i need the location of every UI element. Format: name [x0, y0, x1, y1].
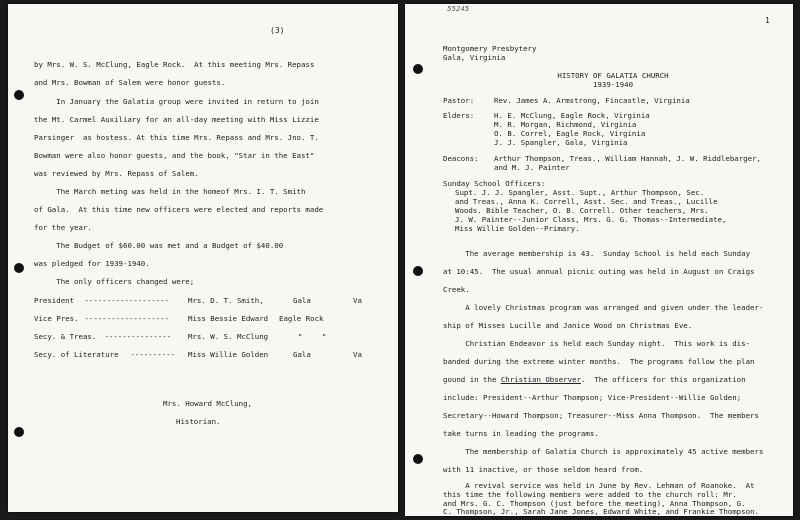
signature-name: Mrs. Howard McClung, — [163, 399, 252, 408]
body-line: Creek. — [443, 285, 470, 294]
officer-title: Secy. of Literature — [34, 350, 119, 359]
page-number: 1 — [765, 16, 770, 25]
punch-hole — [14, 263, 24, 273]
punch-hole — [14, 427, 24, 437]
body-line: C. Thompson, Jr., Sarah Jane Jones, Edward White, and Frankie Thompson. — [443, 507, 759, 516]
body-line: and Mrs. G. C. Thompson (just before the meeting), Anna Thompson, G. — [443, 499, 746, 508]
text-line: Bowman were also honor guests, and the book, "Star in the East" — [34, 151, 315, 160]
body-line: The average membership is 43. Sunday School is held each Sunday — [443, 249, 751, 258]
text-line: The March meting was held in the homeof Mrs. I. T. Smith — [34, 187, 306, 196]
officer-place: Gala — [293, 350, 311, 359]
text-line: the Mt. Carmel Auxiliary for an all-day meeting with Miss Lizzie — [34, 115, 319, 124]
body-line: with 11 inactive, or those seldom heard from. — [443, 465, 644, 474]
officer-place: Gala — [293, 296, 311, 305]
left-page — [8, 4, 398, 512]
document-title: HISTORY OF GALATIA CHURCH — [557, 71, 669, 80]
elders-label: Elders: — [443, 111, 475, 120]
body-line: include: President--Arthur Thompson; Vice-President--Willie Golden; — [443, 393, 742, 402]
officer-dashes: ------------------- — [80, 314, 169, 323]
ss-officers-label: Sunday School Officers: — [443, 179, 546, 188]
header-line: Montgomery Presbytery — [443, 44, 537, 53]
elder-item: H. E. McClung, Eagle Rock, Virginia — [494, 111, 650, 120]
deacons-label: Deacons: — [443, 154, 479, 163]
officer-title: President — [34, 296, 75, 305]
officer-state: Va — [353, 350, 362, 359]
body-line: at 10:45. The usual annual picnic outing was held in August on Craigs — [443, 267, 755, 276]
officer-name: Miss Willie Golden — [188, 350, 269, 359]
body-line: A revival service was held in June by Rev. Lehman of Roanoke. At — [443, 481, 755, 490]
officer-name: Miss Bessie Edward — [188, 314, 269, 323]
page-number: (3) — [270, 26, 285, 35]
elder-item: O. B. Correl, Eagle Rock, Virginia — [494, 129, 646, 138]
body-line: this time the following members were added to the church roll: Mr. — [443, 490, 737, 499]
officer-title: Secy. & Treas. — [34, 332, 97, 341]
pastor-label: Pastor: — [443, 96, 475, 105]
punch-hole — [14, 90, 24, 100]
officer-dashes: ---------- — [126, 350, 175, 359]
text-line: was reviewed by Mrs. Repass of Salem. — [34, 169, 199, 178]
signature-title: Historian. — [176, 417, 221, 426]
body-line: Secretary--Howard Thompson; Treasurer--Miss Anna Thompson. The members — [443, 411, 759, 420]
body-line: banded during the extreme winter months. The programs follow the plan — [443, 357, 755, 366]
body-line: Christian Endeavor is held each Sunday night. This work is dis- — [443, 339, 751, 348]
body-line — [443, 375, 746, 384]
right-page — [405, 4, 793, 516]
punch-hole — [413, 266, 423, 276]
officer-dashes: ------------------- — [80, 296, 169, 305]
pastor-value: Rev. James A. Armstrong, Fincastle, Virginia — [494, 96, 690, 105]
body-line: A lovely Christmas program was arranged and given under the leader- — [443, 303, 764, 312]
punch-hole — [413, 454, 423, 464]
officer-title: Vice Pres. — [34, 314, 79, 323]
ss-officers-line: Miss Willie Golden--Primary. — [455, 224, 580, 233]
text-line: for the year. — [34, 223, 92, 232]
text-line: was pledged for 1939-1940. — [34, 259, 150, 268]
officer-place: " — [298, 332, 303, 341]
text-line: The Budget of $60.00 was met and a Budget of $40.00 — [34, 241, 284, 250]
body-line: ship of Misses Lucille and Janice Wood on Christmas Eve. — [443, 321, 693, 330]
deacons-line: Arthur Thompson, Treas., William Hannah, J. W. Riddlebarger, — [494, 154, 761, 163]
ss-officers-line: and Treas., Anna K. Correll, Asst. Sec. and Treas., Lucille — [455, 197, 718, 206]
officer-dashes: --------------- — [100, 332, 172, 341]
deacons-line: and M. J. Painter — [494, 163, 570, 172]
officer-name: Mrs. W. S. McClung — [188, 332, 269, 341]
text-line: and Mrs. Bowman of Salem were honor guests. — [34, 78, 226, 87]
body-text: . The officers for this organization — [580, 375, 746, 384]
officer-state: Va — [353, 296, 362, 305]
header-line: Gala, Virginia — [443, 53, 506, 62]
document-years: 1939-1940 — [592, 80, 634, 89]
text-line: The only officers changed were; — [34, 277, 195, 286]
text-line: of Gala. At this time new officers were elected and reports made — [34, 205, 324, 214]
officer-place: Eagle Rock — [279, 314, 324, 323]
ss-officers-line: Woods. Bible Teacher, O. B. Correll. Other teachers, Mrs. — [455, 206, 709, 215]
body-text: gound in the — [443, 375, 501, 384]
punch-hole — [413, 64, 423, 74]
elder-item: M. R. Morgan, Richmond, Virginia — [494, 120, 637, 129]
officer-name: Mrs. D. T. Smith, — [188, 296, 264, 305]
body-line: The membership of Galatia Church is approximately 45 active members — [443, 447, 764, 456]
text-line: by Mrs. W. S. McClung, Eagle Rock. At this meeting Mrs. Repass — [34, 60, 315, 69]
archive-stamp: 55245 — [447, 4, 470, 13]
officer-state: " — [322, 332, 327, 341]
ss-officers-line: J. W. Painter--Junior Class, Mrs. G. G. Thomas--Intermediate, — [455, 215, 727, 224]
publication-title: Christian Observer — [500, 375, 581, 384]
text-line: Parsinger as hostess. At this time Mrs. Repass and Mrs. Jno. T. — [34, 133, 319, 142]
body-line: take turns in leading the programs. — [443, 429, 599, 438]
elder-item: J. J. Spangler, Gala, Virginia — [494, 138, 628, 147]
text-line: In January the Galatia group were invited in return to join — [34, 97, 319, 106]
ss-officers-line: Supt. J. J. Spangler, Asst. Supt., Arthur Thompson, Sec. — [455, 188, 705, 197]
